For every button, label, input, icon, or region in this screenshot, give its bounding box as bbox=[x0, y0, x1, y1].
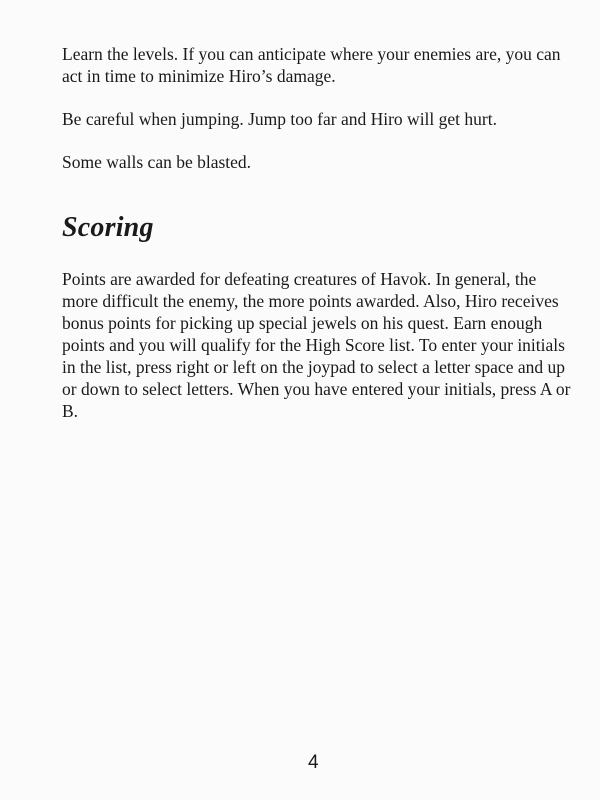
scoring-heading: Scoring bbox=[62, 212, 154, 243]
tip-jumping: Be careful when jumping. Jump too far and Hiro will get hurt. bbox=[62, 109, 497, 129]
page-number: 4 bbox=[308, 752, 319, 773]
tip-learn-levels: Learn the levels. If you can anticipate where your enemies are, you can act in time to minimize Hiro’s damage. bbox=[62, 44, 561, 86]
scoring-paragraph: Points are awarded for defeating creatures of Havok. In general, the more difficult the enemy, the more points awarded. Also, Hiro receives bonus points for picking up special jewels on his quest. Earn enough points and you will qualify for the High Score list. To enter your initials in the list, press right or left on the joypad to select a letter space and up or down to select letters. When you have entered your initials, press A or B. bbox=[62, 269, 571, 421]
tip-walls: Some walls can be blasted. bbox=[62, 152, 252, 172]
